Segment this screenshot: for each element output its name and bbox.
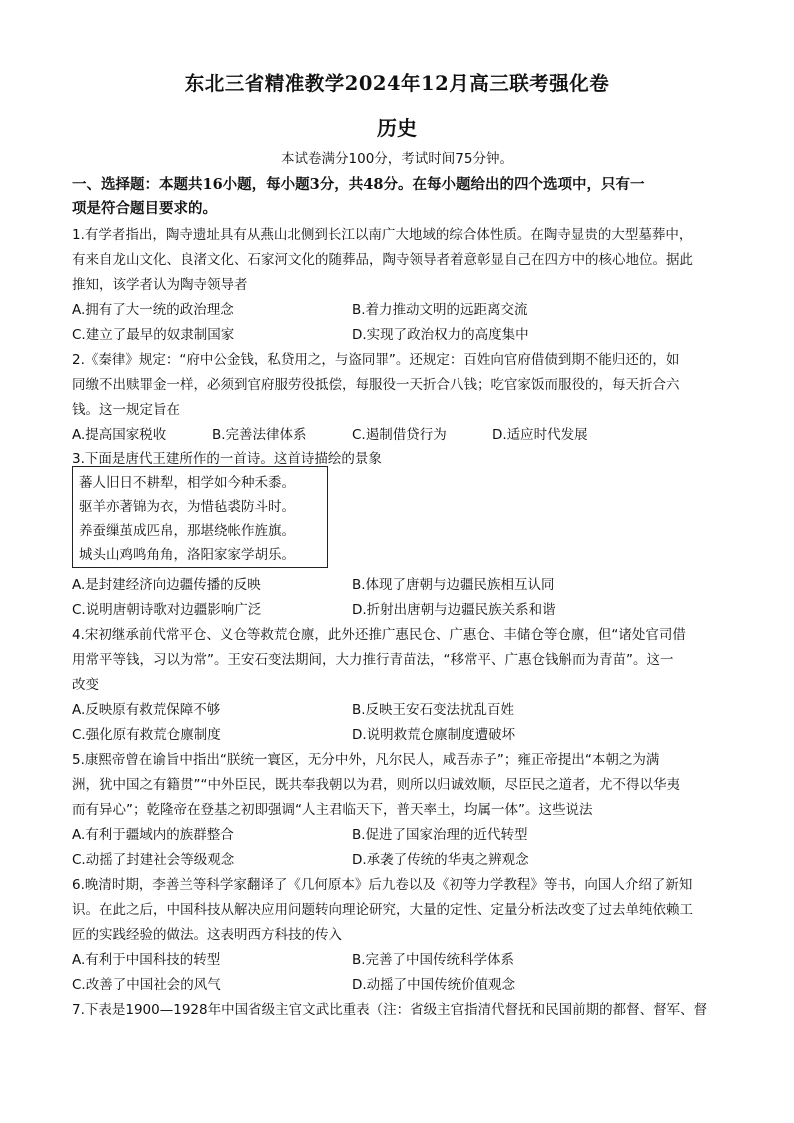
q1-stem: 1.有学者指出，陶寺遗址具有从燕山北侧到长江以南广大地域的综合体性质。在陶寺显贵的大型墓葬中，	[72, 227, 693, 243]
q4-stem: 4.宋初继承前代常平仓、义仓等救荒仓廪，此外还推广惠民仓、广惠仓、丰储仓等仓廪，但“诸处官司借	[72, 627, 686, 643]
q2-option-c: C.遏制借贷行为	[352, 427, 447, 443]
q3-option-b: B.体现了唐朝与边疆民族相互认同	[352, 577, 555, 593]
q2-stem: 钱。这一规定旨在	[72, 402, 180, 418]
q1-option-b: B.着力推动文明的远距离交流	[352, 302, 528, 318]
q5-stem: 而有异心”；乾隆帝在登基之初即强调“人主君临天下，普天率土，均属一体”。这些说法	[72, 802, 593, 818]
q5-stem: 洲，犹中国之有籍贯”“中外臣民，既共奉我朝以为君，则所以归诚效顺，尽臣民之道者，尤不得以华夷	[72, 777, 680, 793]
q7-stem: 7.下表是1900—1928年中国省级主官文武比重表（注：省级主官指清代督抚和民国前期的都督、督军、督	[72, 1002, 708, 1018]
q2-option-a: A.提高国家税收	[72, 427, 167, 443]
q2-option-b: B.完善法律体系	[212, 427, 307, 443]
q6-stem: 识。在此之后，中国科技从解决应用问题转向理论研究，大量的定性、定量分析法改变了过去单纯依赖工	[72, 902, 693, 918]
poem-line: 城头山鸡鸣角角，洛阳家家学胡乐。	[79, 547, 295, 563]
q5-option-b: B.促进了国家治理的近代转型	[352, 827, 528, 843]
q4-option-a: A.反映原有救荒保障不够	[72, 702, 221, 718]
q4-option-b: B.反映王安石变法扰乱百姓	[352, 702, 515, 718]
q2-stem: 2.《秦律》规定：“府中公金钱，私贷用之，与盗同罪”。还规定：百姓向官府借债到期不能归还的，如	[72, 352, 680, 368]
q1-option-a: A.拥有了大一统的政治理念	[72, 302, 234, 318]
section-heading-cont: 项是符合题目要求的。	[72, 200, 217, 217]
poem-line: 养蚕缫茧成匹帛，那堪绕帐作旌旗。	[79, 523, 295, 539]
q6-option-a: A.有利于中国科技的转型	[72, 952, 221, 968]
q5-stem: 5.康熙帝曾在谕旨中指出“朕统一寰区，无分中外，凡尔民人，咸吾赤子”；雍正帝提出“本朝之为满	[72, 752, 660, 768]
section-heading: 一、选择题：本题共16小题，每小题3分，共48分。在每小题给出的四个选项中，只有一	[72, 176, 645, 193]
q3-option-d: D.折射出唐朝与边疆民族关系和谐	[352, 602, 556, 618]
q3-option-c: C.说明唐朝诗歌对边疆影响广泛	[72, 602, 262, 618]
q1-option-d: D.实现了政治权力的高度集中	[352, 327, 529, 343]
q5-option-d: D.承袭了传统的华夷之辨观念	[352, 852, 529, 868]
q2-stem: 同缴不出赎罪金一样，必须到官府服劳役抵偿，每服役一天折合八钱；吃官家饭而服役的，每天折合六	[72, 377, 680, 393]
q3-poem-box	[72, 466, 328, 568]
q6-stem: 匠的实践经验的做法。这表明西方科技的传入	[72, 927, 342, 943]
q3-option-a: A.是封建经济向边疆传播的反映	[72, 577, 261, 593]
q1-stem: 推知，该学者认为陶寺领导者	[72, 277, 248, 293]
q5-option-a: A.有利于疆域内的族群整合	[72, 827, 234, 843]
subject-title: 历史	[377, 116, 417, 140]
exam-meta: 本试卷满分100分，考试时间75分钟。	[281, 151, 513, 167]
q4-stem: 改变	[72, 677, 99, 693]
q4-option-d: D.说明救荒仓廪制度遭破坏	[352, 727, 516, 743]
q1-stem: 有来自龙山文化、良渚文化、石家河文化的随葬品，陶寺领导者着意彰显自己在四方中的核心地位。据此	[72, 252, 693, 268]
q6-option-b: B.完善了中国传统科学体系	[352, 952, 515, 968]
poem-line: 蕃人旧日不耕犁，相学如今种禾黍。	[79, 475, 295, 491]
q4-stem: 用常平等钱，习以为常”。王安石变法期间，大力推行青苗法，“移常平、广惠仓钱斛而为青苗”。这一	[72, 652, 674, 668]
exam-title: 东北三省精准教学2024年12月高三联考强化卷	[184, 72, 610, 95]
q3-stem: 3.下面是唐代王建所作的一首诗。这首诗描绘的景象	[72, 451, 382, 467]
q6-option-c: C.改善了中国社会的风气	[72, 977, 221, 993]
poem-line: 驱羊亦著锦为衣，为惜毡裘防斗时。	[79, 499, 295, 515]
q4-option-c: C.强化原有救荒仓廪制度	[72, 727, 221, 743]
q6-option-d: D.动摇了中国传统价值观念	[352, 977, 516, 993]
q6-stem: 6.晚清时期，李善兰等科学家翻译了《几何原本》后九卷以及《初等力学教程》等书，向国人介绍了新知	[72, 877, 693, 893]
q2-option-d: D.适应时代发展	[492, 427, 588, 443]
q5-option-c: C.动摇了封建社会等级观念	[72, 852, 235, 868]
q1-option-c: C.建立了最早的奴隶制国家	[72, 327, 235, 343]
